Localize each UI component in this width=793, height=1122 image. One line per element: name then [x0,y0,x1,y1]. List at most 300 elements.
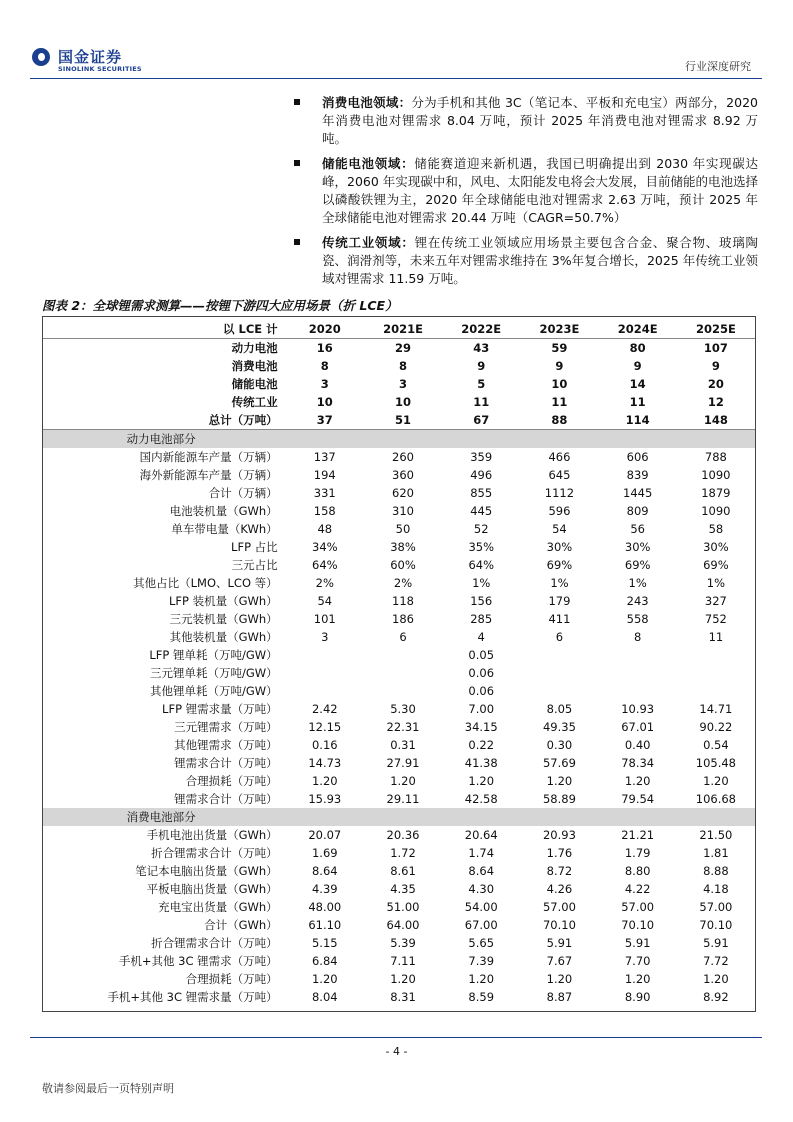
cell-value: 5.91 [624,936,651,950]
cell-value: 70.10 [699,918,733,932]
cell-value: 14.73 [308,756,342,770]
summary-row [43,375,755,393]
cell-value [520,430,598,449]
cell-value: 8.05 [546,702,573,716]
cell-value: 855 [470,486,493,500]
cell-value: 56 [630,522,645,536]
cell-value: 1.20 [311,972,338,986]
cell-value: 1% [550,576,569,590]
cell-value: 57.00 [542,900,576,914]
row-label: 三元锂单耗（万吨/GW） [150,666,278,680]
row-label: 三元锂需求（万吨） [174,720,278,734]
cell-value: 118 [392,594,414,608]
cell-value: 645 [548,468,571,482]
cell-value: 360 [392,468,414,482]
cell-value: 16 [316,341,333,355]
cell-value: 8.64 [311,864,338,878]
cell-value: 34% [312,540,338,554]
row-label: LFP 锂需求量（万吨） [162,702,278,716]
cell-value: 8.92 [703,990,729,1004]
cell-value [442,430,520,449]
row-label: 合计（GWh） [204,918,278,932]
cell-value: 0.22 [468,738,495,752]
table-row [43,970,755,988]
row-label: 手机+其他 3C 锂需求量（万吨） [107,990,278,1004]
table-row [43,646,755,664]
cell-value [677,646,755,664]
cell-value: 0.31 [390,738,416,752]
cell-value: 8.04 [311,990,338,1004]
table-row [43,844,755,862]
cell-value: 10 [551,377,568,391]
cell-value: 8.61 [390,864,416,878]
row-label: 动力电池 [231,341,278,355]
cell-value: 20.64 [464,828,498,842]
cell-value: 11 [629,395,646,409]
row-label: 手机+其他 3C 锂需求（万吨） [118,954,278,968]
row-label: 锂需求合计（万吨） [174,792,278,806]
sinolink-logo-icon [32,48,50,66]
cell-value: 30% [624,540,651,554]
cell-value: 1090 [701,468,731,482]
cell-value: 158 [313,504,336,518]
cell-value: 4.22 [624,882,651,896]
cell-value: 2% [315,576,334,590]
cell-value [520,808,598,826]
cell-value: 809 [626,504,649,518]
bullet-square-icon [294,99,300,105]
cell-value: 331 [313,486,336,500]
cell-value: 10 [316,395,333,409]
cell-value: 1.20 [390,972,416,986]
row-label: 电池装机量（GWh） [169,504,278,518]
row-label: 储能电池 [231,377,278,391]
cell-value: 0.06 [468,666,495,680]
table-row [43,502,755,520]
table-row [43,484,755,502]
lithium-demand-table [43,320,755,1006]
section-header-consumer [43,808,755,826]
cell-value: 4.39 [311,882,338,896]
row-label: 传统工业 [231,395,278,409]
cell-value [677,664,755,682]
cell-value: 21.21 [621,828,655,842]
cell-value: 1.20 [468,774,495,788]
cell-value: 12.15 [308,720,342,734]
cell-value: 4.30 [468,882,495,896]
cell-value: 52 [473,522,489,536]
cell-value: 48.00 [308,900,342,914]
cell-value: 0.05 [468,648,495,662]
logo-name-cn: 国金证券 [58,48,123,66]
cell-value: 21.50 [699,828,733,842]
cell-value: 788 [704,450,727,464]
cell-value: 3 [398,377,407,391]
cell-value: 11 [473,395,490,409]
cell-value: 61.10 [308,918,342,932]
row-label: 动力电池部分 [43,430,286,449]
row-label: 合理损耗（万吨） [185,774,278,788]
row-label: 其他装机量（GWh） [169,630,278,644]
cell-value: 310 [392,504,414,518]
cell-value: 60% [390,558,416,572]
cell-value: 101 [313,612,336,626]
cell-value: 7.39 [468,954,495,968]
table-row [43,916,755,934]
cell-value: 0.40 [624,738,651,752]
cell-value: 1112 [544,486,575,500]
cell-value: 88 [520,411,598,430]
summary-row [43,393,755,411]
disclaimer-note: 敬请参阅最后一页特别声明 [42,1082,174,1095]
bullet-square-icon [294,239,300,245]
cell-value: 8.72 [546,864,573,878]
table-row [43,790,755,808]
cell-value: 57.00 [621,900,655,914]
table-row [43,952,755,970]
cell-value [364,430,442,449]
page-header [0,0,793,78]
cell-value: 20 [707,377,724,391]
table-row [43,520,755,538]
cell-value: 8.64 [468,864,495,878]
cell-value: 54.00 [464,900,498,914]
table-row [43,772,755,790]
cell-value: 54 [552,522,567,536]
column-header: 2023E [520,320,598,339]
cell-value: 8 [320,359,329,373]
cell-value: 29.11 [386,792,420,806]
cell-value: 105.48 [695,756,736,770]
cell-value: 69% [624,558,651,572]
cell-value: 8 [633,630,642,644]
cell-value: 12 [707,395,724,409]
cell-value: 1.20 [311,774,338,788]
cell-value: 58.89 [542,792,576,806]
cell-value: 1.20 [546,972,573,986]
cell-value: 1.20 [703,774,729,788]
table-row [43,466,755,484]
cell-value: 1.69 [311,846,338,860]
cell-value [599,430,677,449]
row-label: 手机电池出货量（GWh） [146,828,278,842]
summary-row [43,411,755,430]
cell-value: 1.76 [546,846,573,860]
cell-value [364,664,442,682]
bullet-title: 消费电池领域： [322,95,412,110]
cell-value [364,682,442,700]
cell-value: 839 [626,468,649,482]
column-header: 2024E [599,320,677,339]
cell-value: 64% [468,558,494,572]
row-label: LFP 锂单耗（万吨/GW） [149,648,278,662]
cell-value: 20.93 [542,828,576,842]
cell-value: 79.54 [621,792,655,806]
cell-value: 30% [703,540,729,554]
cell-value [677,808,755,826]
column-header: 2025E [677,320,755,339]
cell-value: 6 [555,630,564,644]
row-label: 折合锂需求合计（万吨） [151,936,278,950]
cell-value: 3 [321,630,329,644]
cell-value: 4.26 [546,882,573,896]
column-header: 2021E [364,320,442,339]
column-header: 2020 [286,320,364,339]
cell-value: 359 [470,450,493,464]
cell-value: 752 [704,612,727,626]
row-label: 其他占比（LMO、LCO 等） [133,576,278,590]
header-divider [30,78,762,79]
cell-value [677,430,755,449]
row-label: LFP 装机量（GWh） [168,594,278,608]
cell-value: 114 [599,411,677,430]
cell-value: 5.39 [390,936,416,950]
table-row [43,592,755,610]
cell-value: 9 [633,359,642,373]
cell-value: 59 [551,341,568,355]
cell-value: 51.00 [386,900,420,914]
cell-value: 22.31 [386,720,420,734]
cell-value: 27.91 [386,756,420,770]
cell-value: 445 [470,504,493,518]
cell-value: 10.93 [621,702,655,716]
bullet-title: 传统工业领域： [322,235,415,250]
row-label: 其他锂单耗（万吨/GW） [150,684,278,698]
cell-value: 7.72 [703,954,729,968]
cell-value: 78.34 [621,756,655,770]
table-row [43,718,755,736]
cell-value: 1% [472,576,491,590]
bullet-list [294,94,758,295]
cell-value: 29 [394,341,411,355]
cell-value: 558 [626,612,649,626]
row-label: 消费电池 [231,359,278,373]
cell-value: 38% [390,540,416,554]
cell-value: 14 [629,377,646,391]
table-header-row [43,320,755,339]
cell-value: 327 [704,594,727,608]
cell-value: 11 [708,630,724,644]
cell-value: 4.18 [703,882,729,896]
summary-row [43,357,755,375]
summary-row [43,339,755,358]
cell-value: 64% [312,558,338,572]
cell-value: 8.87 [546,990,573,1004]
cell-value: 70.10 [621,918,655,932]
cell-value: 34.15 [464,720,498,734]
cell-value [286,682,364,700]
cell-value [286,808,364,826]
cell-value: 620 [392,486,414,500]
cell-value: 137 [313,450,336,464]
cell-value [286,664,364,682]
cell-value: 7.70 [624,954,651,968]
cell-value [286,646,364,664]
cell-value: 70.10 [542,918,576,932]
cell-value: 14.71 [699,702,733,716]
cell-value: 1.74 [468,846,495,860]
table-row [43,754,755,772]
row-label: 其他锂需求（万吨） [174,738,278,752]
table-row [43,880,755,898]
row-label: 笔记本电脑出货量（GWh） [135,864,278,878]
cell-value [599,808,677,826]
cell-value: 67.00 [464,918,498,932]
cell-value: 1.79 [624,846,651,860]
cell-value: 69% [546,558,573,572]
row-label: 充电宝出货量（GWh） [158,900,278,914]
cell-value: 15.93 [308,792,342,806]
cell-value: 606 [626,450,649,464]
cell-value: 51 [364,411,442,430]
cell-value: 596 [548,504,571,518]
cell-value: 5.91 [546,936,573,950]
cell-value: 4 [477,630,485,644]
cell-value: 179 [548,594,571,608]
row-label: 国内新能源车产量（万辆） [139,450,278,464]
cell-value: 8 [398,359,407,373]
cell-value: 1.81 [703,846,729,860]
cell-value: 9 [711,359,720,373]
row-label: LFP 占比 [231,540,278,554]
cell-value [364,808,442,826]
cell-value: 9 [555,359,564,373]
figure-title: 图表 2：全球锂需求测算——按锂下游四大应用场景（折 LCE） [42,298,398,313]
table-row [43,934,755,952]
cell-value: 1.20 [703,972,729,986]
cell-value: 260 [392,450,414,464]
section-header-power [43,430,755,449]
cell-value: 107 [703,341,728,355]
table-row [43,628,755,646]
cell-value: 106.68 [695,792,736,806]
cell-value: 8.31 [390,990,416,1004]
bullet-title: 储能电池领域： [322,156,415,171]
bullet-item [294,94,758,148]
report-type: 行业深度研究 [685,60,751,73]
cell-value: 10 [394,395,411,409]
cell-value: 466 [548,450,571,464]
cell-value [599,664,677,682]
cell-value: 30% [546,540,573,554]
cell-value: 64.00 [386,918,420,932]
cell-value: 35% [468,540,494,554]
cell-value: 20.07 [308,828,342,842]
cell-value: 8.90 [624,990,651,1004]
row-label: 合理损耗（万吨） [185,972,278,986]
cell-value [364,646,442,664]
table-row [43,700,755,718]
row-label: 折合锂需求合计（万吨） [151,846,278,860]
cell-value: 58 [708,522,724,536]
bullet-text: 储能赛道迎来新机遇，我国已明确提出到 2030 年实现碳达峰，2060 年实现碳中和，风电、太阳能发电将会大发展，目前储能的电池选择以磷酸铁锂为主，2020 年全球储能电池对锂需求 2.63 万吨，预计 2025 年全球储能电池对锂需求 20.44 万吨（CAGR=50.7%） [322,156,758,225]
cell-value: 8.80 [624,864,651,878]
cell-value: 243 [626,594,649,608]
cell-value: 50 [395,522,411,536]
cell-value [286,430,364,449]
cell-value: 496 [470,468,493,482]
cell-value: 1.20 [468,972,495,986]
cell-value: 5.15 [311,936,338,950]
cell-value: 42.58 [464,792,498,806]
cell-value: 0.54 [703,738,729,752]
row-label: 海外新能源车产量（万辆） [139,468,278,482]
row-label: 三元装机量（GWh） [169,612,278,626]
table-row [43,736,755,754]
table-row [43,664,755,682]
table-row [43,574,755,592]
table-row [43,862,755,880]
table-row [43,610,755,628]
cell-value: 7.67 [546,954,573,968]
column-header: 2022E [442,320,520,339]
cell-value: 2% [393,576,413,590]
cell-value: 411 [548,612,571,626]
cell-value [599,646,677,664]
cell-value [677,682,755,700]
cell-value: 41.38 [464,756,498,770]
cell-value: 57.00 [699,900,733,914]
logo-name-en: SINOLINK SECURITIES [58,65,142,73]
cell-value: 285 [470,612,493,626]
cell-value [520,664,598,682]
cell-value: 2.42 [311,702,338,716]
table-row [43,826,755,844]
cell-value [520,646,598,664]
cell-value: 156 [470,594,493,608]
cell-value: 43 [473,341,490,355]
table-row [43,448,755,466]
cell-value: 1.20 [390,774,416,788]
cell-value: 3 [320,377,329,391]
cell-value: 0.16 [311,738,338,752]
cell-value: 1879 [701,486,731,500]
row-label: 总计（万吨） [43,411,286,430]
cell-value: 5.65 [468,936,495,950]
cell-value: 1090 [701,504,731,518]
cell-value: 1% [628,576,647,590]
cell-value [599,682,677,700]
table-row [43,898,755,916]
cell-value: 80 [629,341,646,355]
cell-value: 1445 [623,486,653,500]
cell-value: 4.35 [390,882,416,896]
cell-value: 148 [677,411,755,430]
cell-value: 5.30 [390,702,416,716]
cell-value: 8.59 [468,990,495,1004]
bullet-item [294,234,758,288]
row-label: 单车带电量（KWh） [171,522,278,536]
cell-value: 1.20 [624,972,651,986]
cell-value: 37 [286,411,364,430]
cell-value: 6.84 [311,954,338,968]
cell-value [520,682,598,700]
table-row [43,538,755,556]
cell-value: 90.22 [699,720,733,734]
cell-value: 67.01 [621,720,655,734]
cell-value: 49.35 [542,720,576,734]
cell-value: 186 [392,612,414,626]
cell-value [442,808,520,826]
bullet-item [294,155,758,227]
cell-value: 8.88 [703,864,729,878]
cell-value: 48 [317,522,333,536]
cell-value: 0.06 [468,684,495,698]
cell-value: 9 [477,359,486,373]
cell-value: 1.20 [624,774,651,788]
table-row [43,682,755,700]
cell-value: 1.20 [546,774,573,788]
